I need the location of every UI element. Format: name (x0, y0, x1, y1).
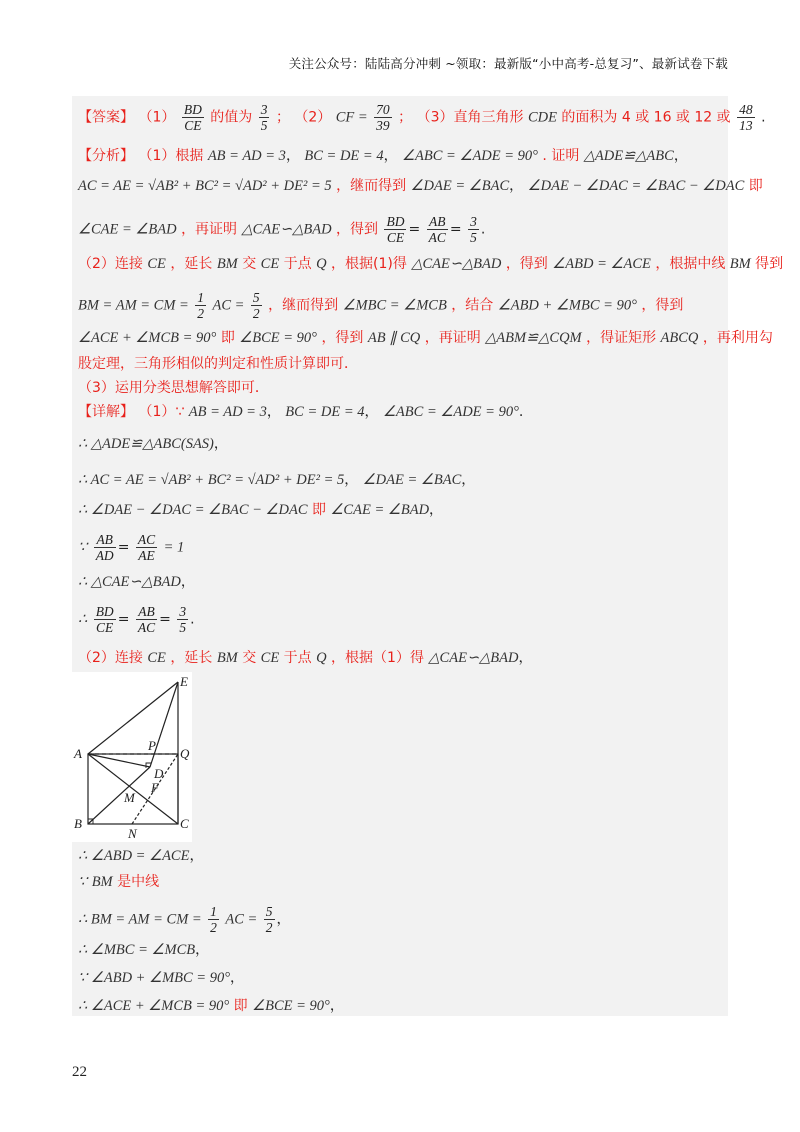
math: ABCQ (660, 330, 699, 346)
denominator: 2 (210, 920, 217, 935)
math: BM (216, 256, 238, 272)
label-q: Q (180, 746, 190, 761)
numerator: 1 (210, 904, 217, 919)
math: BM (91, 874, 113, 890)
math: AC = (225, 911, 258, 928)
text: 于点 (283, 650, 312, 666)
text: （2）连接 (78, 650, 143, 666)
math: ∴ ∠MBC = ∠MCB (78, 942, 196, 958)
math: AC = (212, 297, 245, 314)
math: ∴ (78, 611, 88, 628)
analysis-tag: 【分析】 (78, 148, 134, 164)
answer-line (78, 102, 766, 133)
fraction (384, 214, 406, 245)
math: ∠DAE − ∠DAC = ∠BAC − ∠DAC (527, 178, 745, 194)
detail-line-6: ∴ △CAE∽△BAD， (78, 574, 195, 590)
text: ； (275, 109, 290, 126)
fraction (427, 214, 448, 245)
label-n: N (128, 826, 137, 841)
denominator: AD (95, 548, 114, 563)
numerator: 3 (260, 102, 268, 117)
fraction (177, 604, 188, 635)
fraction (251, 290, 262, 321)
denominator: 5 (179, 620, 187, 635)
numerator: 5 (265, 904, 273, 919)
segment-ae (88, 682, 178, 754)
numerator: 70 (376, 102, 390, 117)
denominator: AC (428, 230, 446, 245)
numerator: AB (427, 214, 448, 230)
math: BM (216, 650, 238, 666)
detail-line-11: ∴ BM = AM = CM = $\frac{1}{2}$ AC = $\frac{5}{2}$ ， (78, 904, 291, 935)
math: AB ∥ CQ (367, 330, 421, 346)
numerator: BD (183, 102, 202, 117)
part1-label: （1） (138, 109, 176, 126)
numerator: 3 (179, 604, 187, 619)
segment-ac (88, 754, 178, 824)
math: ∠ABD = ∠ACE (552, 256, 651, 272)
label-f: F (151, 780, 159, 795)
detail-line-1: 【详解】 （1）∵ AB = AD = 3， BC = DE = 4， ∠ABC = ∠ADE = 90°. (78, 404, 524, 420)
math: CF = (335, 109, 368, 126)
text: （1）根据 (138, 148, 204, 164)
math: CDE (527, 109, 557, 126)
part3-label: （3）直角三角形 (416, 109, 524, 126)
fraction (195, 290, 206, 321)
detail-line-9: ∴ ∠ABD = ∠ACE， (78, 848, 204, 864)
detail-line-2: ∴ △ADE≌△ABC(SAS)， (78, 436, 228, 452)
fraction (374, 102, 392, 133)
denominator: CE (96, 620, 114, 635)
numerator: 1 (197, 290, 205, 305)
detail-line-8: （2）连接 CE ，延长 BM 交 CE 于点 Q ，根据（1）得 △CAE∽△BAD， (78, 650, 533, 666)
analysis-line-5 (78, 290, 722, 321)
text: . (761, 109, 766, 126)
math: △CAE∽△BAD (411, 256, 502, 272)
math: AB = AD = 3 (207, 148, 286, 164)
math: ∴ ∠ABD = ∠ACE (78, 848, 190, 864)
fraction (136, 604, 157, 635)
page-header: 关注公众号：陆陆高分冲刺 ~领取：最新版“小中高考-总复习”、最新试卷下载 (288, 56, 728, 71)
fraction (264, 904, 275, 935)
text: ，得到 (336, 221, 378, 238)
math: ∴ ∠DAE − ∠DAC = ∠BAC − ∠DAC (78, 502, 308, 518)
numerator: AB (136, 604, 157, 620)
label-d: D (154, 766, 164, 781)
text: 于点 (283, 256, 312, 272)
label-c: C (180, 816, 189, 831)
math: CE (260, 256, 280, 272)
math: = 1 (163, 539, 185, 556)
math: ∠BCE = 90° (252, 998, 330, 1014)
denominator: 13 (739, 118, 753, 133)
fraction (136, 532, 157, 563)
math: ∠MBC = ∠MCB (342, 297, 447, 314)
math: BC = DE = 4 (304, 148, 384, 164)
denominator: AC (137, 620, 156, 635)
label-a: A (74, 746, 82, 761)
math: △CAE∽△BAD (428, 650, 519, 666)
fraction (259, 102, 270, 133)
denominator: CE (184, 118, 202, 133)
fraction (182, 102, 204, 133)
denominator: 2 (197, 306, 205, 321)
denominator: AE (138, 548, 155, 563)
math: ∠DAE = ∠BAC (410, 178, 510, 194)
text: ，得证矩形 (586, 330, 657, 346)
numerator: 3 (470, 214, 477, 229)
math: ∠ABD + ∠MBC = 90° (497, 297, 637, 314)
math: ∵ ∠ABD + ∠MBC = 90° (78, 970, 231, 986)
detail-line-4: ∴ ∠DAE − ∠DAC = ∠BAC − ∠DAC 即 ∠CAE = ∠BAD， (78, 502, 444, 518)
part2-label: （2） (294, 109, 332, 126)
detail-line-12: ∴ ∠MBC = ∠MCB， (78, 942, 210, 958)
text: ，根据(1)得 (331, 256, 407, 272)
text: 交 (242, 256, 257, 272)
detail-line-14: ∴ ∠ACE + ∠MCB = 90° 即 ∠BCE = 90°， (78, 998, 344, 1014)
math: △ABM≌△CQM (485, 330, 582, 346)
math: CE (147, 650, 166, 666)
text: ，得到 (321, 330, 364, 346)
math: Q (316, 650, 327, 666)
detail-line-5: ∵ $\frac{AB}{AD}$ = $\frac{AC}{AE}$ = 1 (78, 532, 185, 563)
detail-line-3: ∴ AC = AE = √AB² + BC² = √AD² + DE² = 5， ∠DAE = ∠BAC， (78, 472, 476, 488)
numerator: AC (137, 532, 156, 547)
fraction (468, 214, 479, 245)
label-m: M (124, 790, 135, 805)
analysis-line-6 (78, 328, 773, 348)
math: Q (316, 256, 327, 272)
math: BM = AM = CM = (78, 297, 189, 314)
label-e: E (180, 674, 188, 689)
math: ∴ AC = AE = √AB² + BC² = √AD² + DE² = 5 (78, 472, 345, 488)
text: （1）∵ (138, 404, 185, 420)
text: ，延长 (170, 650, 213, 666)
fraction (94, 532, 116, 563)
denominator: CE (386, 230, 405, 245)
text: 是中线 (117, 874, 160, 890)
label-b: B (74, 816, 82, 831)
text: ，延长 (170, 256, 213, 272)
text: 的面积为 4 或 16 或 12 或 (561, 109, 731, 126)
math: ∠DAE = ∠BAC (362, 472, 462, 488)
math: ∴ BM = AM = CM = (78, 911, 202, 928)
geometry-diagram (72, 672, 192, 842)
text: 即 (311, 502, 326, 518)
math: AC = AE = √AB² + BC² = √AD² + DE² = 5 (78, 178, 332, 194)
math: ∠CAE = ∠BAD (330, 502, 430, 518)
text: ，继而得到 (268, 297, 339, 314)
text: ，再证明 (424, 330, 481, 346)
detail-line-13: ∵ ∠ABD + ∠MBC = 90°， (78, 970, 245, 986)
math: ∴ △CAE∽△BAD (78, 574, 181, 590)
denominator: 2 (252, 306, 260, 321)
geometry-figure (72, 672, 192, 842)
math: CE (147, 256, 166, 272)
answer-tag: 【答案】 (78, 109, 134, 126)
fraction (94, 604, 116, 635)
text: ，继而得到 (336, 178, 407, 194)
numerator: AB (94, 532, 116, 548)
math: ∠ABC = ∠ADE = 90° (382, 404, 519, 420)
math: ∠ACE + ∠MCB = 90° (78, 330, 217, 346)
numerator: BD (386, 214, 405, 229)
fraction (737, 102, 755, 133)
detail-line-7: ∴ $\frac{BD}{CE}$ = $\frac{AB}{AC}$ = $\frac{3}{5}$ . (78, 604, 195, 635)
analysis-line-3: ∠CAE = ∠BAD ，再证明 △CAE∽△BAD ，得到 $\frac{BD}{CE}$ = $\frac{AB}{AC}$ = $\frac{3}{5}$ . (78, 214, 486, 245)
text: ，再证明 (181, 221, 238, 238)
numerator: 48 (739, 102, 753, 117)
math: ∴ ∠ACE + ∠MCB = 90° (78, 998, 230, 1014)
denominator: 2 (265, 920, 273, 935)
math: ∴ △ADE≌△ABC(SAS) (78, 436, 214, 452)
detail-tag: 【详解】 (78, 404, 134, 420)
math: BM (729, 256, 751, 272)
math: ∠CAE = ∠BAD (78, 221, 177, 238)
detail-line-10 (78, 872, 722, 892)
denominator: 5 (470, 230, 477, 245)
denominator: 5 (260, 118, 268, 133)
text: 得到 (755, 256, 784, 272)
math: ∠BCE = 90° (239, 330, 317, 346)
text: 的值为 (210, 109, 253, 126)
text: ，再利用勾 (702, 330, 773, 346)
numerator: BD (95, 604, 114, 619)
math: ∵ (78, 874, 88, 890)
math: △ADE≌△ABC (583, 148, 674, 164)
text: ； (398, 109, 413, 126)
fraction (208, 904, 219, 935)
analysis-line-8: （3）运用分类思想解答即可． (78, 380, 269, 396)
math: CE (260, 650, 280, 666)
math: AB = AD = 3 (188, 404, 267, 420)
math: BC = DE = 4 (285, 404, 365, 420)
label-p: P (148, 738, 156, 753)
text: 即 (233, 998, 248, 1014)
text: ，结合 (451, 297, 494, 314)
text: （2）连接 (78, 256, 143, 272)
text: 即 (220, 330, 235, 346)
analysis-line-2: AC = AE = √AB² + BC² = √AD² + DE² = 5 ，继而得到 ∠DAE = ∠BAC， ∠DAE − ∠DAC = ∠BAC − ∠DAC 即 (78, 178, 763, 194)
text: . 证明 (542, 148, 580, 164)
denominator: 39 (376, 118, 390, 133)
text: 交 (242, 650, 257, 666)
numerator: 5 (252, 290, 260, 305)
math: ∠ABC = ∠ADE = 90° (402, 148, 538, 164)
math: △CAE∽△BAD (241, 221, 332, 238)
text: ，得到 (641, 297, 684, 314)
page-number: 22 (72, 1064, 87, 1080)
solution-panel (72, 96, 784, 1016)
text: ，根据中线 (655, 256, 726, 272)
analysis-line-1: 【分析】 （1）根据 AB = AD = 3， BC = DE = 4， ∠ABC = ∠ADE = 90° . 证明 △ADE≌△ABC， (78, 148, 688, 164)
analysis-line-4 (78, 254, 784, 274)
text: ，得到 (505, 256, 548, 272)
text: 即 (748, 178, 763, 194)
text: ，根据（1）得 (331, 650, 424, 666)
math: ∵ (78, 539, 88, 556)
analysis-line-7: 股定理，三角形相似的判定和性质计算即可． (78, 356, 358, 372)
